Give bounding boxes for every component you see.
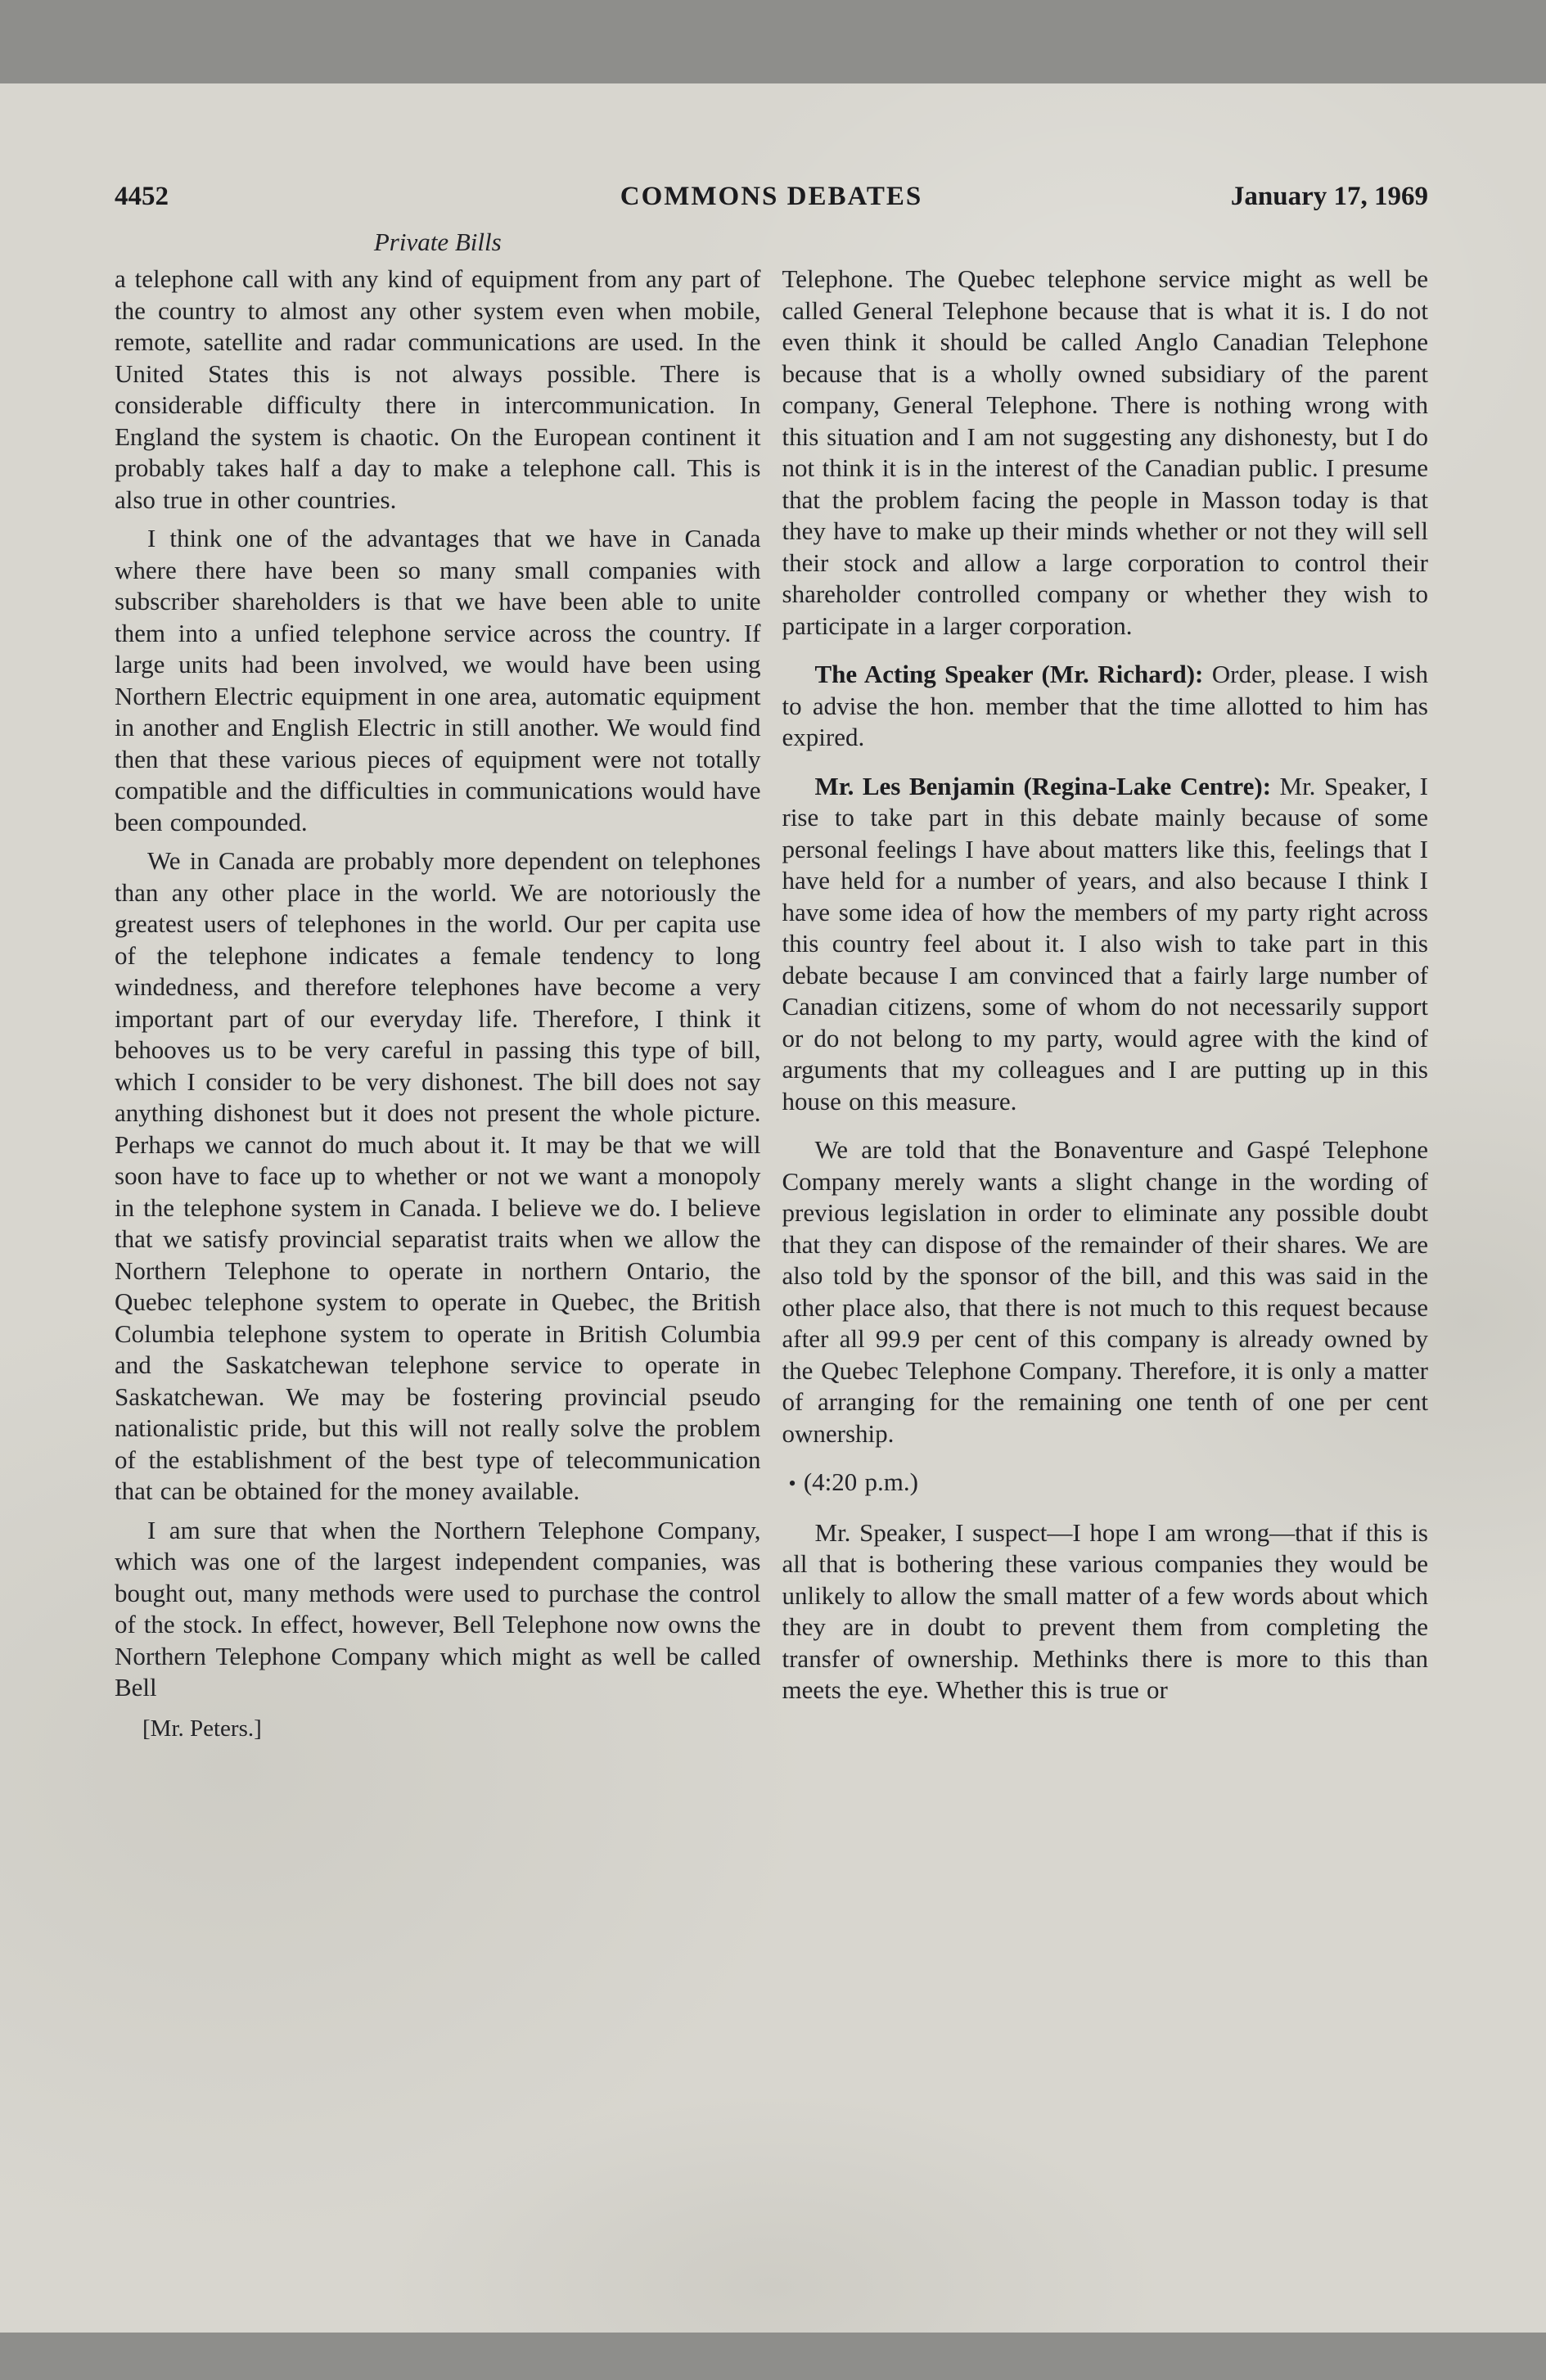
paragraph-text: Mr. Speaker, I rise to take part in this debate mainly because of some personal feelings I have about matters like this, feelings that I have held for a number of years, and also because I think I have some idea of how the members of my party right across this country feel about it. I also wish to take part in this debate because I am convinced that a fairly large number of Canadian citizens, some of whom do not necessarily support or do not belong to my party, would agree with the kind of arguments that my colleagues and I are putting up in this house on this measure. [782,771,1428,1116]
speaker-attribution: [Mr. Peters.] [142,1715,262,1742]
speech-paragraph [782,771,1429,1118]
paragraph [115,845,761,1508]
paragraph-text: Order, please. I wish to advise the hon. member that the time allotted to him has expired. [782,660,1428,751]
scanned-page [0,83,1546,2333]
page-header [115,180,1428,216]
bullet-icon: • [788,1472,796,1495]
speech-paragraph [782,659,1429,754]
paragraph-text: We are told that the Bonaventure and Gaspé Telephone Company merely wants a slight change in the wording of previous legislation in order to eliminate any possible doubt that they can dispose of the remainder of their shares. We are also told by the sponsor of the bill, and this was said in the other place also, that there is not much to this request because after all 99.9 per cent of this company is already owned by the Quebec Telephone Company. Therefore, it is only a matter of arranging for the remaining one tenth of one per cent ownership. [782,1135,1428,1448]
time-text: (4:20 p.m.) [803,1467,918,1496]
paragraph-text: I think one of the advantages that we have in Canada where there have been so many small companies with subscriber shareholders is that we have been able to unite them into a unfied telephone service across the country. If large units had been involved, we would have been using Northern Electric equipment in one area, automatic equipment in another and English Electric in still another. We would find then that these various pieces of equipment were not totally compatible and the difficulties in communications would have been compounded. [115,524,761,836]
paragraph-text: I am sure that when the Northern Telephone Company, which was one of the largest independent companies, was bought out, many methods were used to purchase the control of the stock. In effect, however, Bell Telephone now owns the Northern Telephone Company which might as well be called Bell [115,1515,761,1702]
paragraph-text: Mr. Speaker, I suspect—I hope I am wrong—that if this is all that is bothering these various companies they would be unlikely to allow the small matter of a few words about which they are in doubt to prevent them from completing the transfer of ownership. Methinks there is more to this than meets the eye. Whether this is true or [782,1517,1428,1704]
paragraph [782,264,1429,642]
paragraph [782,1517,1429,1706]
two-column-body [115,226,1428,1743]
speaker-name: The Acting Speaker (Mr. Richard): [814,660,1204,688]
right-column [782,226,1429,1724]
paragraph [115,1515,761,1704]
journal-title: COMMONS DEBATES [620,182,923,211]
issue-date: January 17, 1969 [1230,182,1428,211]
speaker-name: Mr. Les Benjamin (Regina-Lake Centre): [814,771,1272,800]
paragraph [115,264,761,516]
paragraph-text: a telephone call with any kind of equipment from any part of the country to almost any other system even when mobile, remote, satellite and radar communications are used. In the United States this is not always possible. There is considerable difficulty there in intercommunication. In England the system is chaotic. On the European continent it probably takes half a day to make a telephone call. This is also true in other countries. [115,264,761,514]
left-column [115,226,761,1743]
page-number: 4452 [115,182,169,211]
paragraph [782,1134,1429,1449]
paragraph-text: Telephone. The Quebec telephone service might as well be called General Telephone because that is what it is. I do not even think it should be called Anglo Canadian Telephone because that is a wholly owned subsidiary of the parent company, General Telephone. There is nothing wrong with this situation and I am not suggesting any dishonesty, but I do not think it is in the interest of the Canadian public. I presume that the problem facing the people in Masson today is that they have to make up their minds whether or not they will sell their stock and allow a large corporation to control their shareholder controlled company or whether they wish to participate in a larger corporation. [782,264,1428,640]
paragraph [115,523,761,838]
running-head: Private Bills [373,228,502,256]
paragraph-text: We in Canada are probably more dependent on telephones than any other place in the world. We are notoriously the greatest users of telephones in the world. Our per capita use of the telephone indicates a female tendency to long windedness, and therefore telephones have become a very important part of our everyday life. Therefore, I think it behooves us to be very careful in passing this type of bill, which I consider to be very dishonest. The bill does not say anything dishonest but it does not present the whole picture. Perhaps we cannot do much about it. It may be that we will soon have to face up to whether or not we want a monopoly in the telephone system in Canada. I believe we do. I believe that we satisfy provincial separatist traits when we allow the Northern Telephone to operate in northern Ontario, the Quebec telephone system to operate in Quebec, the British Columbia telephone system to operate in British Columbia and the Saskatchewan telephone service to operate in Saskatchewan. We may be fostering provincial pseudo nationalistic pride, but this will not really solve the problem of the establishment of the best type of telecommunication that can be obtained for the money available. [115,846,761,1505]
time-marker [782,1467,1429,1500]
